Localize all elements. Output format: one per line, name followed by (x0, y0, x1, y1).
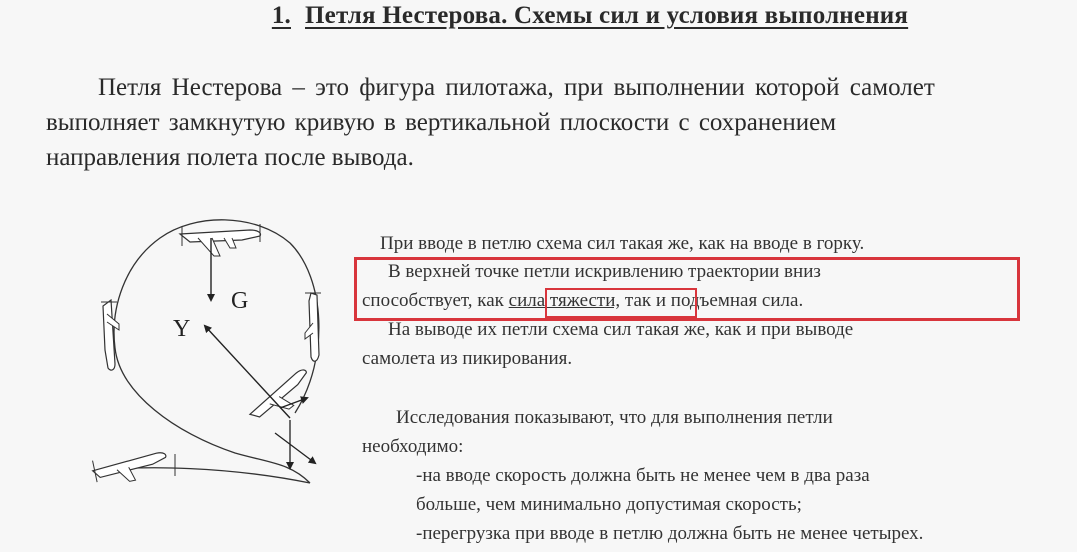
condition-2: -перегрузка при вводе в петлю должна быть не менее четырех. (416, 523, 924, 544)
para-entry: При вводе в петлю схема сил такая же, как на вводе в горку. (380, 233, 865, 254)
intro-line-2: выполняет замкнутую кривую в вертикальной плоскости с сохранением (46, 109, 837, 136)
para-top-before: способствует, как (362, 290, 509, 311)
intro-line-1: Петля Нестерова – это фигура пилотажа, при выполнении которой самолет (98, 74, 935, 101)
para-exit-line-2: самолета из пикирования. (362, 348, 573, 369)
para-research-line-1: Исследования показывают, что для выполнения петли (396, 407, 833, 428)
intro-line-3: направления полета после вывода. (46, 144, 414, 171)
airplane-bottom-right (247, 368, 318, 430)
airplane-bottom-left (91, 446, 170, 489)
label-g: G (231, 288, 249, 314)
section-number: 1. (271, 2, 291, 29)
highlight-box-gravity (545, 288, 697, 318)
para-research-line-2: необходимо: (362, 436, 464, 457)
section-title (0, 2, 1077, 30)
condition-1-line-1: -на вводе скорость должна быть не менее чем в два раза (416, 465, 870, 486)
nesterov-loop-diagram (85, 208, 345, 498)
airplane-right (305, 293, 321, 361)
y-force-arrow (205, 326, 290, 418)
intro-paragraph (46, 70, 1076, 175)
para-exit-line-1: На выводе их петли схема сил такая же, как и при выводе (388, 319, 854, 340)
para-top-after: так и подъемная сила. (620, 290, 804, 311)
para-top-line-1: В верхней точке петли искривлению траектории вниз (388, 261, 821, 282)
lift-arrow-bottom (275, 433, 315, 463)
gravity-highlight: сила тяжести, (508, 290, 621, 311)
section-title-text: Петля Нестерова. Схемы сил и условия выполнения (305, 2, 909, 29)
condition-1-line-2: больше, чем минимально допустимая скорость; (416, 494, 802, 515)
airplane-top (180, 224, 261, 256)
label-y: Y (173, 316, 191, 342)
